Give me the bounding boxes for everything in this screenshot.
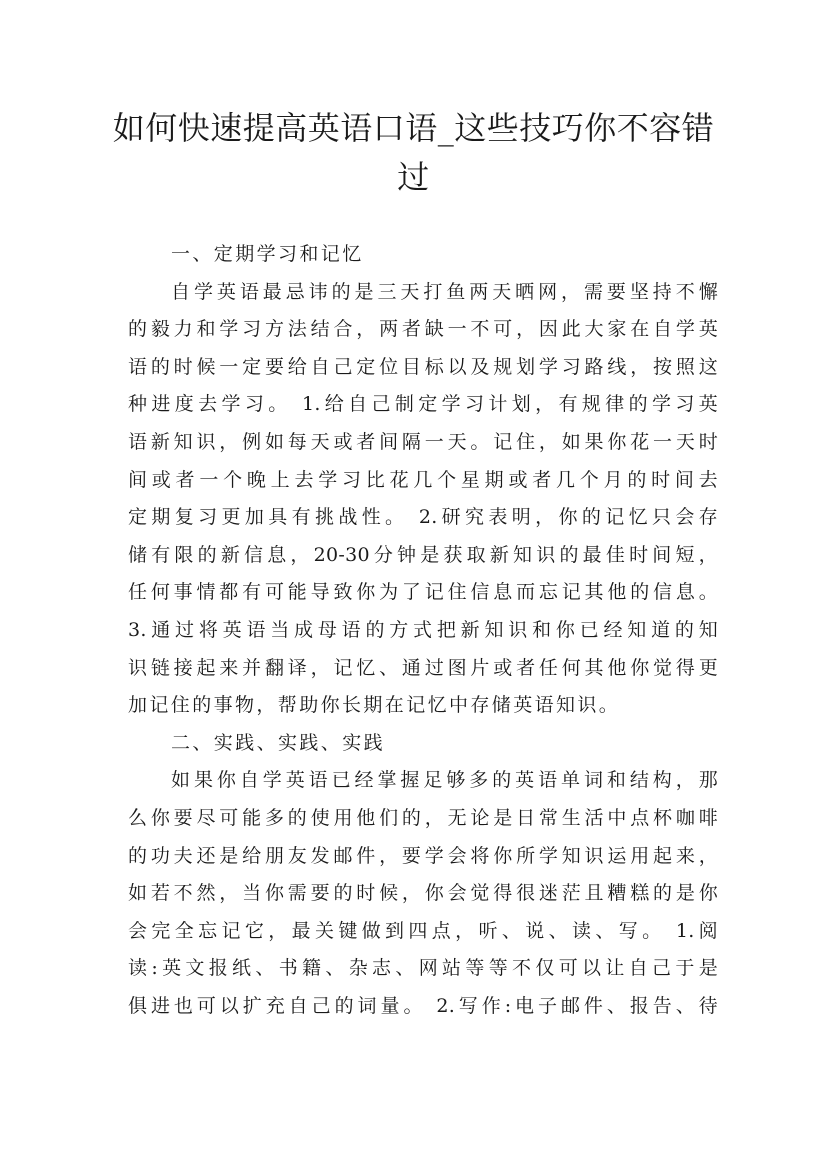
paragraph-line: 俱进也可以扩充自己的词量。 2.写作:电子邮件、报告、待 — [128, 994, 718, 1017]
document-title — [110, 104, 717, 202]
paragraph-line: 自学英语最忌讳的是三天打鱼两天晒网，需要坚持不懈 — [171, 280, 718, 303]
paragraph-line: 么你要尽可能多的使用他们的，无论是日常生活中点杯咖啡 — [128, 806, 718, 829]
paragraph-line: 3.通过将英语当成母语的方式把新知识和你已经知道的知 — [128, 618, 718, 641]
paragraph-line: 会完全忘记它，最关键做到四点，听、说、读、写。 1.阅 — [128, 919, 718, 942]
paragraph-line: 的毅力和学习方法结合，两者缺一不可，因此大家在自学英 — [128, 318, 718, 341]
document-body — [128, 236, 718, 1025]
paragraph-line: 读:英文报纸、书籍、杂志、网站等等不仅可以让自己于是 — [128, 957, 718, 980]
paragraph-line: 任何事情都有可能导致你为了记住信息而忘记其他的信息。 — [128, 581, 718, 604]
paragraph-line: 间或者一个晚上去学习比花几个星期或者几个月的时间去 — [128, 468, 718, 491]
paragraph-line: 种进度去学习。 1.给自己制定学习计划，有规律的学习英 — [128, 393, 718, 416]
title-line-2: 过 — [397, 158, 430, 196]
title-line-1: 如何快速提高英语口语_这些技巧你不容错 — [112, 109, 715, 147]
section-heading-2: 二、实践、实践、实践 — [171, 731, 386, 754]
paragraph-line: 识链接起来并翻译，记忆、通过图片或者任何其他你觉得更 — [128, 656, 718, 679]
paragraph-line: 定期复习更加具有挑战性。 2.研究表明，你的记忆只会存 — [128, 506, 718, 529]
paragraph-line: 储有限的新信息，20-30分钟是获取新知识的最佳时间短， — [128, 543, 718, 566]
paragraph-line: 加记住的事物，帮助你长期在记忆中存储英语知识。 — [128, 694, 621, 717]
paragraph-line: 的功夫还是给朋友发邮件，要学会将你所学知识运用起来， — [128, 844, 718, 867]
paragraph-line: 语的时候一定要给自己定位目标以及规划学习路线，按照这 — [128, 355, 718, 378]
paragraph-line: 语新知识，例如每天或者间隔一天。记住，如果你花一天时 — [128, 430, 718, 453]
paragraph-line: 如若不然，当你需要的时候，你会觉得很迷茫且糟糕的是你 — [128, 882, 718, 905]
section-heading-1: 一、定期学习和记忆 — [171, 243, 364, 265]
paragraph-line: 如果你自学英语已经掌握足够多的英语单词和结构，那 — [171, 769, 718, 792]
